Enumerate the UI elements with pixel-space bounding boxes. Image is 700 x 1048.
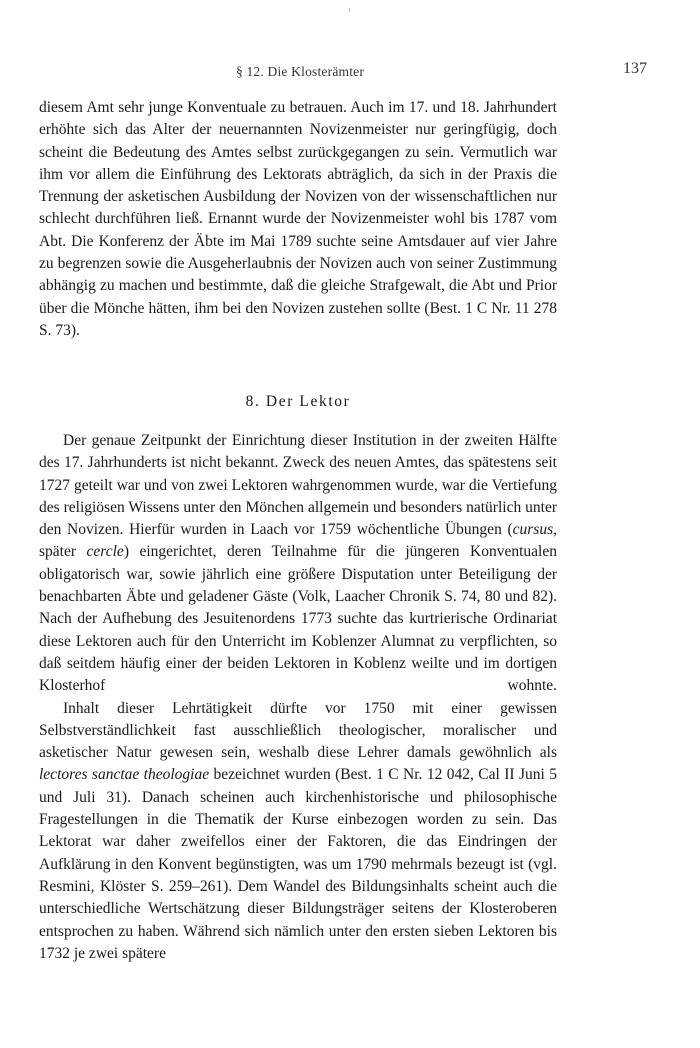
text-run: Der genaue Zeitpunkt der Einrichtung dieser Institution in der zweiten Hälfte des 17. Jahrhunderts ist nicht bekannt. Zweck des neuen Amtes, das spätestens seit 1727 geteilt war und von zwei Lektoren wahrgenommen wurde, war die Vertiefung des religiösen Wissens unter den Mönchen allgemein und besonders natürlich unter den Novizen. Hierfür wurden in Laach vor 1759 wöchentliche Übungen ( <box>39 432 557 539</box>
text-run: , später <box>39 521 557 561</box>
running-header <box>40 60 647 84</box>
italic-term-lectores: lectores sanctae theologiae <box>39 766 210 784</box>
italic-term-cercle: cercle <box>86 543 124 561</box>
paragraph-lektor-content <box>39 698 557 966</box>
running-title: § 12. Die Klosterämter <box>235 64 365 79</box>
paragraph-lektor-origin <box>39 430 557 698</box>
italic-term-cursus: cursus <box>512 521 554 539</box>
text-run: bezeichnet wurden (Best. 1 C Nr. 12 042, Cal II Juni 5 und Juli 31). Danach scheinen auch kirchenhistorische und philosophische Fragestellungen in die Thematik der Kurse einbezogen worden zu sein. Das Lektorat war daher zweifellos einer der Faktoren, die das Eindringen der Aufklärung in den Konvent begünstigten, was um 1790 mehrmals bezeugt ist (vgl. Resmini, Klöster S. 259–261). Dem Wandel des Bildungsinhalts scheint auch die unterschiedliche Wertschätzung dieser Bildungsträger seitens der Klosteroberen entsprochen zu haben. Während sich nämlich unter den ersten sieben Lektoren bis 1732 je zwei spätere <box>39 766 557 962</box>
text-block-lektor <box>39 430 557 965</box>
text-run: ) eingerichtet, deren Teilnahme für die jüngeren Konventualen obligatorisch war, sowie jährlich eine größere Disputation unter Beteiligung der benachbarten Äbte und geladener Gäste (Volk, Laacher Chronik S. 74, 80 und 82). Nach der Aufhebung des Jesuitenordens 1773 suchte das kurtrierische Ordinariat diese Lektoren auch für den Unterricht im Koblenzer Alumnat zu verpflichten, so daß seitdem häufig einer der beiden Lektoren in Koblenz weilte und im dortigen Klosterhof wohnte. <box>39 543 557 695</box>
text-block-novizenmeister <box>39 97 557 342</box>
paragraph-continuation: diesem Amt sehr junge Konventuale zu betrauen. Auch im 17. und 18. Jahrhundert erhöhte sich das Alter der neuernannten Novizenmeister nur geringfügig, doch scheint die Bedeutung des Amtes selbst zurückgegangen zu sein. Vermutlich war ihm vor allem die Einführung des Lektorats abträglich, da sich in der Praxis die Trennung der asketischen Ausbildung der Novizen von der wissenschaftlichen nur schlecht durchführen ließ. Ernannt wurde der Novizenmeister wohl bis 1787 vom Abt. Die Konferenz der Äbte im Mai 1789 suchte seine Amtsdauer auf vier Jahre zu begrenzen sowie die Ausgeherlaubnis der Novizen auch von seiner Zustimmung abhängig zu machen und bestimmte, daß die gleiche Strafgewalt, die Abt und Prior über die Mönche hätten, ihm bei den Novizen zustehen sollte (Best. 1 C Nr. 11 278 S. 73). <box>39 99 557 339</box>
text-run: Inhalt dieser Lehrtätigkeit dürfte vor 1750 mit einer gewissen Selbstverständlichkeit fast ausschließlich theologischer, moralischer und asketischer Natur gewesen sein, weshalb diese Lehrer damals gewöhnlich als <box>39 699 557 762</box>
scan-mark <box>349 8 350 12</box>
page-number: 137 <box>623 60 647 77</box>
section-heading: 8. Der Lektor <box>245 393 351 410</box>
